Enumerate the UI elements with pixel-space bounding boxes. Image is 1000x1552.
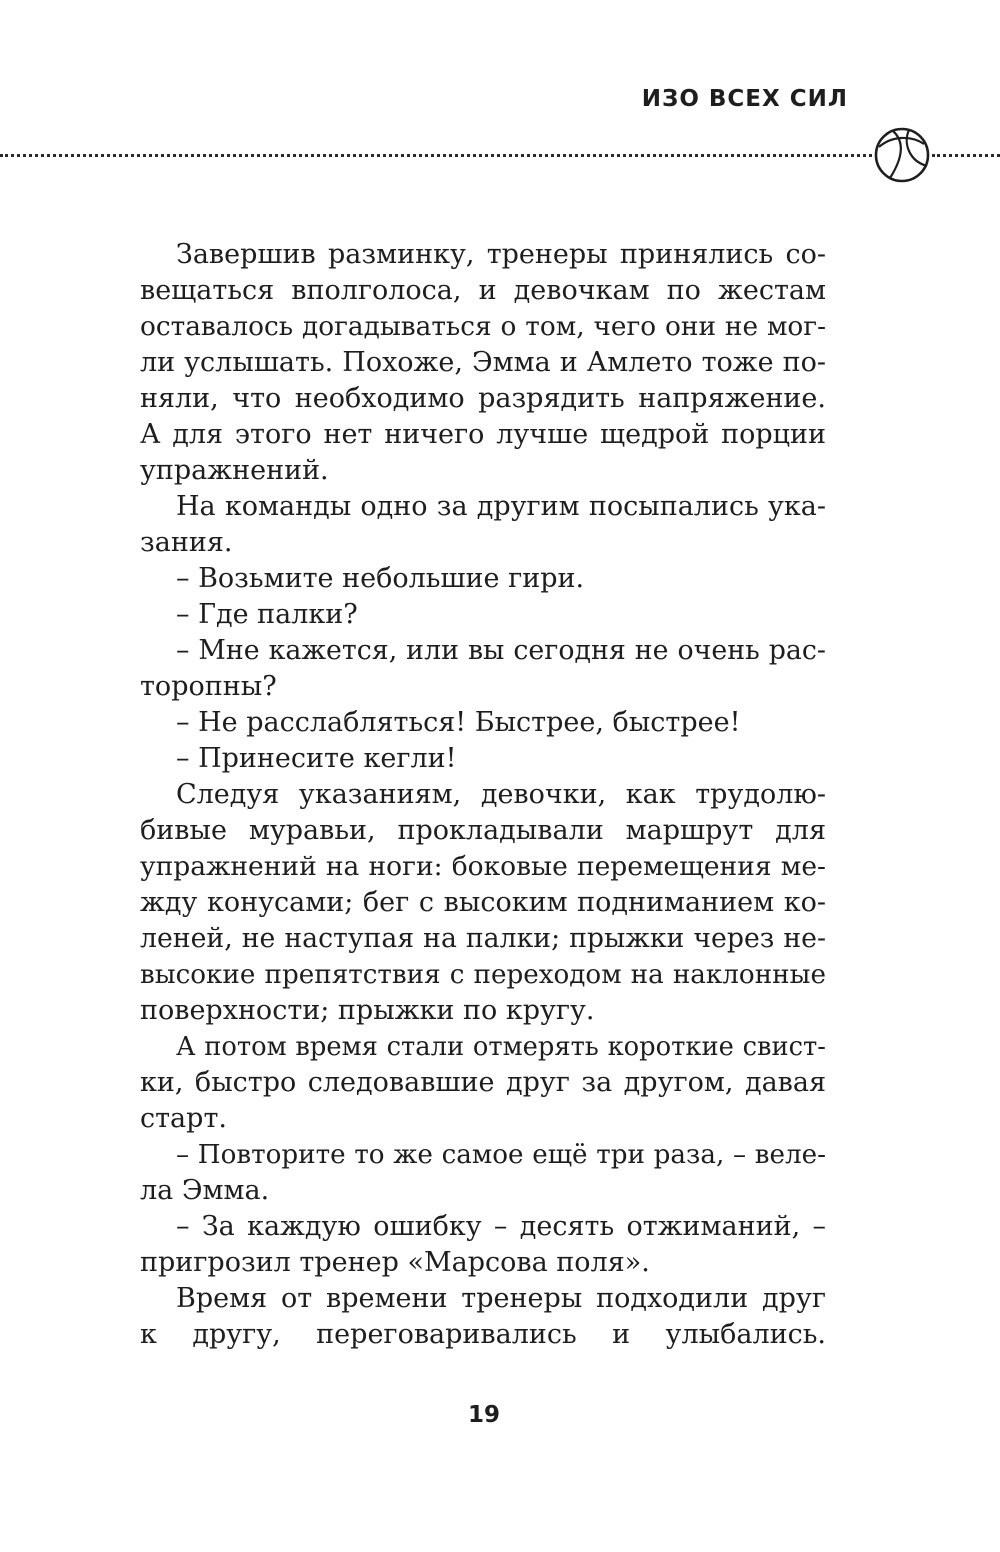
text-line: На команды одно за другим посыпались ука- — [176, 491, 826, 522]
text-line: высокие препятствия с переходом на наклонные — [140, 960, 826, 990]
text-line: оставалось догадываться о том, чего они не мог- — [140, 312, 826, 342]
text-line: леней, не наступая на палки; прыжки через не- — [140, 923, 826, 954]
text-line: ла Эмма. — [140, 1175, 270, 1206]
text-line: Следуя указаниям, девочки, как трудолю- — [176, 779, 826, 810]
text-line: А потом время стали отмерять короткие свист- — [176, 1032, 826, 1062]
text-line: – Возьмите небольшие гири. — [176, 563, 585, 594]
text-line: торопны? — [140, 671, 277, 702]
text-line: зания. — [140, 527, 233, 558]
text-line: Время от времени тренеры подходили друг — [176, 1283, 826, 1314]
text-line: ли услышать. Похоже, Эмма и Амлето тоже по- — [140, 347, 826, 378]
text-line: – Повторите то же самое ещё три раза, – веле- — [176, 1140, 826, 1170]
text-line: Завершив разминку, тренеры принялись со- — [176, 239, 826, 270]
text-line: ки, быстро следовавшие друг за другом, давая — [140, 1067, 826, 1098]
text-line: – За каждую ошибку – десять отжиманий, – — [176, 1211, 826, 1242]
text-line: жду конусами; бег с высоким подниманием ко- — [140, 887, 826, 918]
text-line: упражнений на ноги: боковые перемещения ме- — [140, 851, 826, 882]
header-dotted-rule-left — [0, 154, 872, 157]
text-line: А для этого нет ничего лучше щедрой порции — [140, 419, 826, 450]
text-line: няли, что необходимо разрядить напряжение. — [140, 383, 826, 414]
running-head: ИЗО ВСЕХ СИЛ — [641, 86, 848, 112]
text-line: – Мне кажется, или вы сегодня не очень рас- — [176, 635, 826, 666]
text-line: бивые муравьи, прокладывали маршрут для — [140, 815, 826, 846]
text-line: упражнений. — [140, 455, 329, 486]
text-line: поверхности; прыжки по кругу. — [140, 995, 595, 1026]
text-line: – Не расслабляться! Быстрее, быстрее! — [176, 707, 741, 738]
text-line: – Принесите кегли! — [176, 743, 457, 774]
text-line: старт. — [140, 1103, 227, 1134]
text-line: к другу, переговаривались и улыбались. — [140, 1319, 826, 1350]
text-line: вещаться вполголоса, и девочкам по жестам — [140, 275, 826, 306]
text-line: – Где палки? — [176, 599, 358, 630]
header-dotted-rule-right — [932, 154, 1000, 157]
page-number: 19 — [467, 1402, 500, 1428]
body-text — [140, 237, 826, 1353]
text-line: пригрозил тренер «Марсова поля». — [140, 1247, 650, 1278]
volleyball-icon — [873, 126, 931, 184]
